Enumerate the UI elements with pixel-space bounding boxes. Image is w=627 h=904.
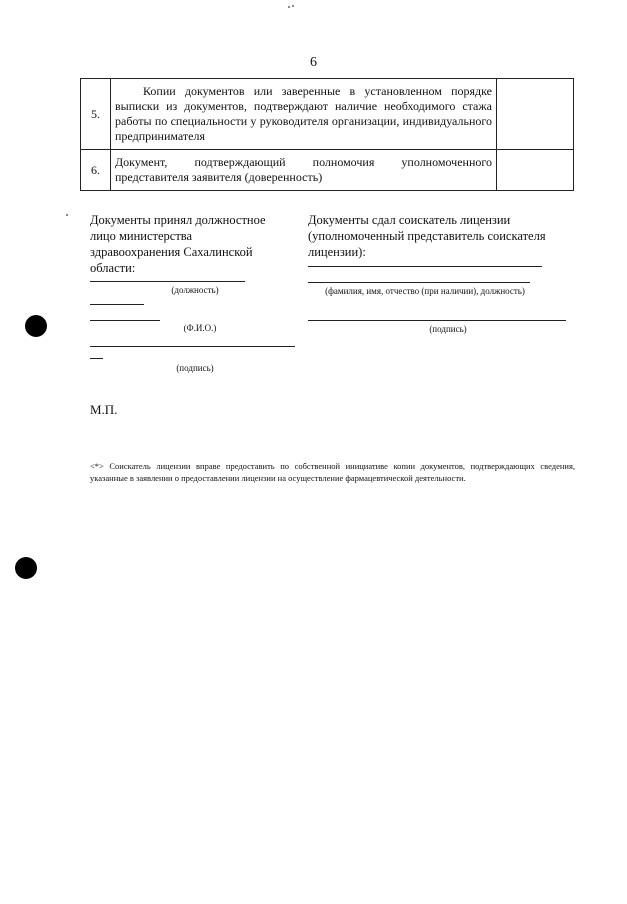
scan-speck — [288, 6, 290, 8]
submitter-name-caption: (фамилия, имя, отчество (при наличии), должность) — [325, 286, 525, 296]
submitter-name-line — [308, 266, 542, 267]
receiver-heading: Документы принял должностное лицо министерства здравоохранения Сахалинской области: — [90, 213, 266, 275]
table-row — [81, 150, 574, 191]
receiver-position-line-2 — [90, 304, 144, 305]
receiver-signature-line — [90, 346, 295, 347]
scan-speck — [292, 5, 294, 7]
receiver-position-caption: (должность) — [171, 285, 219, 295]
footnote: <*> Соискатель лицензии вправе предоставить по собственной инициативе копии документов, подтверждающих сведения, указанные в заявлении о предоставлении лицензии на осуществление фармацевтической деятельности. — [90, 461, 575, 483]
page-number: 6 — [310, 55, 317, 70]
receiver-position-line — [90, 281, 245, 282]
row-extra-cell — [497, 150, 574, 191]
receiver-signature-line-2 — [90, 358, 103, 359]
stamp-label: М.П. — [90, 402, 118, 417]
punch-hole-bottom — [15, 557, 37, 579]
scan-speck — [66, 214, 68, 216]
row-description: Документ, подтверждающий полномочия уполномоченного представителя заявителя (доверенность) — [111, 150, 497, 191]
punch-hole-top — [25, 315, 47, 337]
receiver-fio-line — [90, 320, 160, 321]
receiver-signature-caption: (подпись) — [176, 363, 214, 373]
submitter-signature-caption: (подпись) — [429, 324, 467, 334]
row-number: 5. — [81, 79, 111, 150]
row-extra-cell — [497, 79, 574, 150]
submitter-heading: Документы сдал соискатель лицензии (уполномоченный представитель соискателя лицензии): — [308, 213, 546, 259]
row-description: Копии документов или заверенные в установленном порядке выписки из документов, подтверждают наличие необходимого стажа работы по специальности у руководителя организации, индивидуального предпринимателя — [111, 79, 497, 150]
receiver-fio-caption: (Ф.И.О.) — [183, 323, 217, 333]
submitter-name-line-2 — [308, 282, 530, 283]
table-row — [81, 79, 574, 150]
submitter-signature-line — [308, 320, 566, 321]
row-number: 6. — [81, 150, 111, 191]
document-requirements-table — [80, 78, 574, 191]
